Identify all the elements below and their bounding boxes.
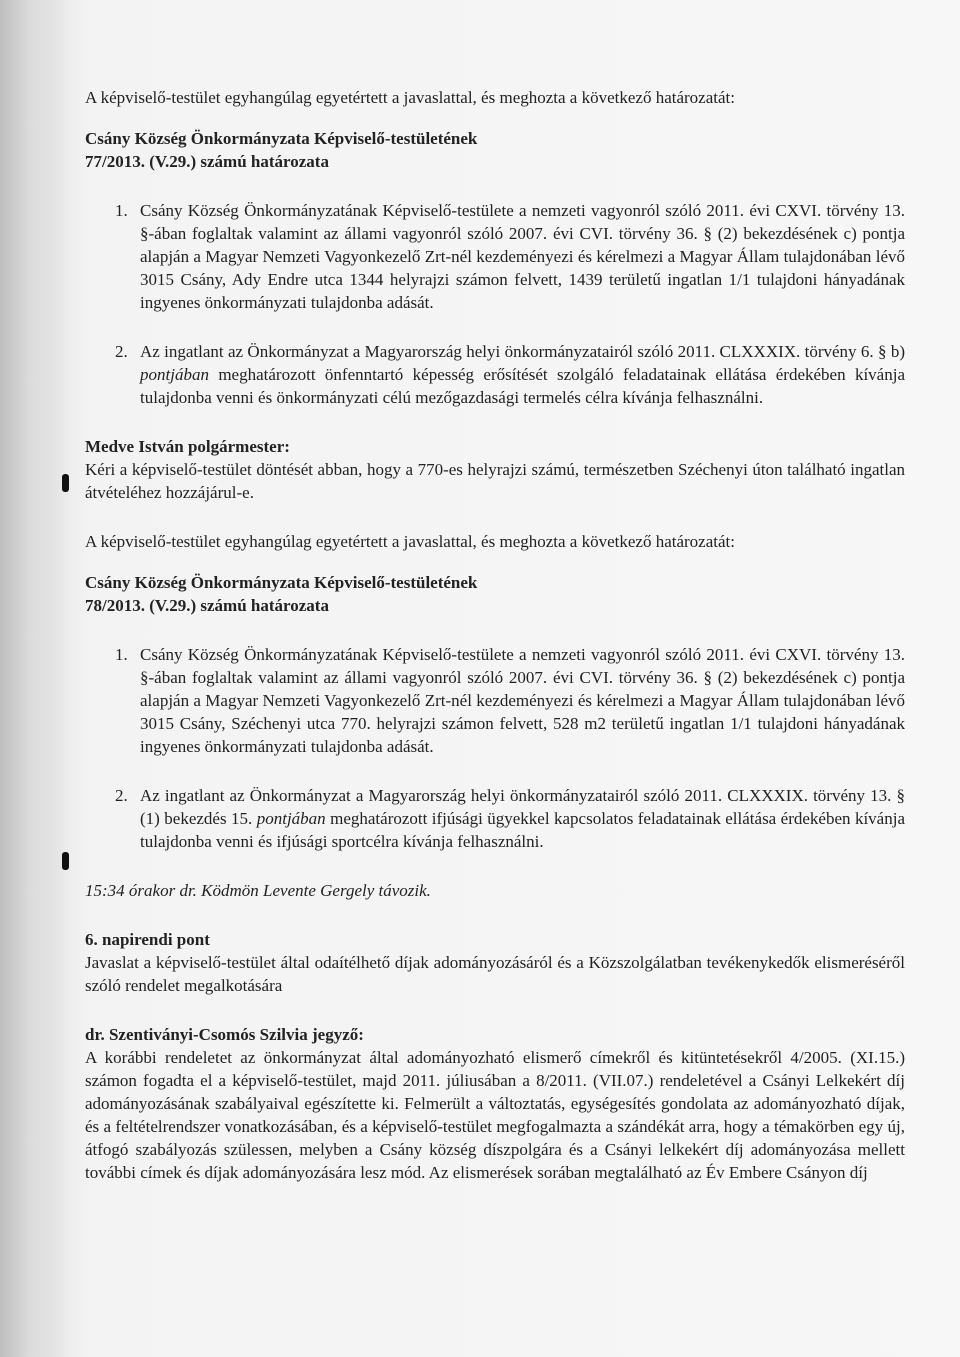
intro-paragraph-2: A képviselő-testület egyhangúlag egyetértett a javaslattal, és meghozta a következő határozatát: xyxy=(85,532,735,551)
item-number: 1. xyxy=(115,201,128,220)
binder-hole-mark xyxy=(62,852,69,870)
speaker-mayor: Medve István polgármester: xyxy=(85,437,290,456)
resolution-2-title-line-1: Csány Község Önkormányzata Képviselő-testületének xyxy=(85,573,478,592)
item-number: 2. xyxy=(115,786,128,805)
item-text-part-b: meghatározott ifjúsági ügyekkel kapcsolatos feladatainak ellátása érdekében kívánja tulajdonba venni és ifjúsági sportcélra kívánja felhasználni. xyxy=(140,809,905,851)
resolution-1-title-line-1: Csány Község Önkormányzata Képviselő-testületének xyxy=(85,129,478,148)
agenda-item-text: Javaslat a képviselő-testület által odaítélhető díjak adományozásáról és a Közszolgálatban tevékenykedők elismeréséről szóló rendelet megalkotására xyxy=(85,953,905,995)
resolution-1-title-line-2: 77/2013. (V.29.) számú határozata xyxy=(85,152,329,171)
speaker-mayor-text: Kéri a képviselő-testület döntését abban, hogy a 770-es helyrajzi számú, természetben Széchenyi úton található ingatlan átvételéhez hozzájárul-e. xyxy=(85,460,905,502)
resolution-1-item-1 xyxy=(85,199,905,314)
item-text: Csány Község Önkormányzatának Képviselő-testülete a nemzeti vagyonról szóló 2011. évi CXVI. törvény 13. §-ában foglaltak valamint az állami vagyonról szóló 2007. évi CVI. törvény 36. § (2) bekezdésének c) pontja alapján a Magyar Nemzeti Vagyonkezelő Zrt-nél kezdeményezi és kérelmezi a Magyar Állam tulajdonában lévő 3015 Csány, Széchenyi utca 770. helyrajzi számon felvett, 528 m2 területű ingatlan 1/1 tulajdoni hányadának ingyenes önkormányzati tulajdonba adását. xyxy=(140,645,905,756)
item-text-italic: pontjában xyxy=(140,365,209,384)
intro-paragraph-1: A képviselő-testület egyhangúlag egyetértett a javaslattal, és meghozta a következő határozatát: xyxy=(85,88,735,107)
item-number: 1. xyxy=(115,645,128,664)
item-text-part-a: Az ingatlant az Önkormányzat a Magyarország helyi önkormányzatairól szóló 2011. CLXXXIX. törvény 13. § (1) bekezdés 15. xyxy=(140,786,905,828)
binding-shadow xyxy=(0,0,70,1357)
item-text: Csány Község Önkormányzatának Képviselő-testülete a nemzeti vagyonról szóló 2011. évi CXVI. törvény 13. §-ában foglaltak valamint az állami vagyonról szóló 2007. évi CVI. törvény 36. § (2) bekezdésének c) pontja alapján a Magyar Nemzeti Vagyonkezelő Zrt-nél kezdeményezi és kérelmezi a Magyar Állam tulajdonában lévő 3015 Csány, Ady Endre utca 1344 helyrajzi számon felvett, 1439 területű ingatlan 1/1 tulajdoni hányadának ingyenes önkormányzati tulajdonba adását. xyxy=(140,201,905,312)
leave-note: 15:34 órakor dr. Ködmön Levente Gergely távozik. xyxy=(85,881,431,900)
item-text-part-b: meghatározott önfenntartó képesség erősítését szolgáló feladatainak ellátása érdekében kívánja tulajdonba venni és önkormányzati célú mezőgazdasági termelés célra kívánja felhasználni. xyxy=(140,365,905,407)
item-number: 2. xyxy=(115,342,128,361)
resolution-2-item-2 xyxy=(85,784,905,853)
resolution-1-item-2 xyxy=(85,340,905,409)
speaker-notary: dr. Szentiványi-Csomós Szilvia jegyző: xyxy=(85,1025,364,1044)
document-body xyxy=(85,86,905,1184)
resolution-2-title-line-2: 78/2013. (V.29.) számú határozata xyxy=(85,596,329,615)
item-text-italic: pontjában xyxy=(256,809,326,828)
speaker-notary-text: A korábbi rendeletet az önkormányzat által adományozható elismerő címekről és kitüntetésekről 4/2005. (XI.15.) számon fogadta el a képviselő-testület, majd 2011. júliusában a 8/2011. (VII.07.) rendeletével a Csányi Lelkekért díj adományozásának szabályaival egészítette ki. Felmerült a változtatás, egységesítés gondolata az adományozható díjak, és a feltételrendszer vonatkozásában, és a képviselő-testület megfogalmazta a szándékát arra, hogy a témakörben egy új, átfogó szabályozás szülessen, melyben a Csány község díszpolgára és a Csányi lelkekért díj adományozása mellett további címek és díjak adományozására lesz mód. Az elismerések sorában megtalálható az Év Embere Csányon díj xyxy=(85,1048,905,1182)
binder-hole-mark xyxy=(62,474,69,492)
resolution-2-item-1 xyxy=(85,643,905,758)
item-text-part-a: Az ingatlant az Önkormányzat a Magyarország helyi önkormányzatairól szóló 2011. CLXXXIX. törvény 6. § b) xyxy=(140,342,905,361)
agenda-item-title: 6. napirendi pont xyxy=(85,930,210,949)
